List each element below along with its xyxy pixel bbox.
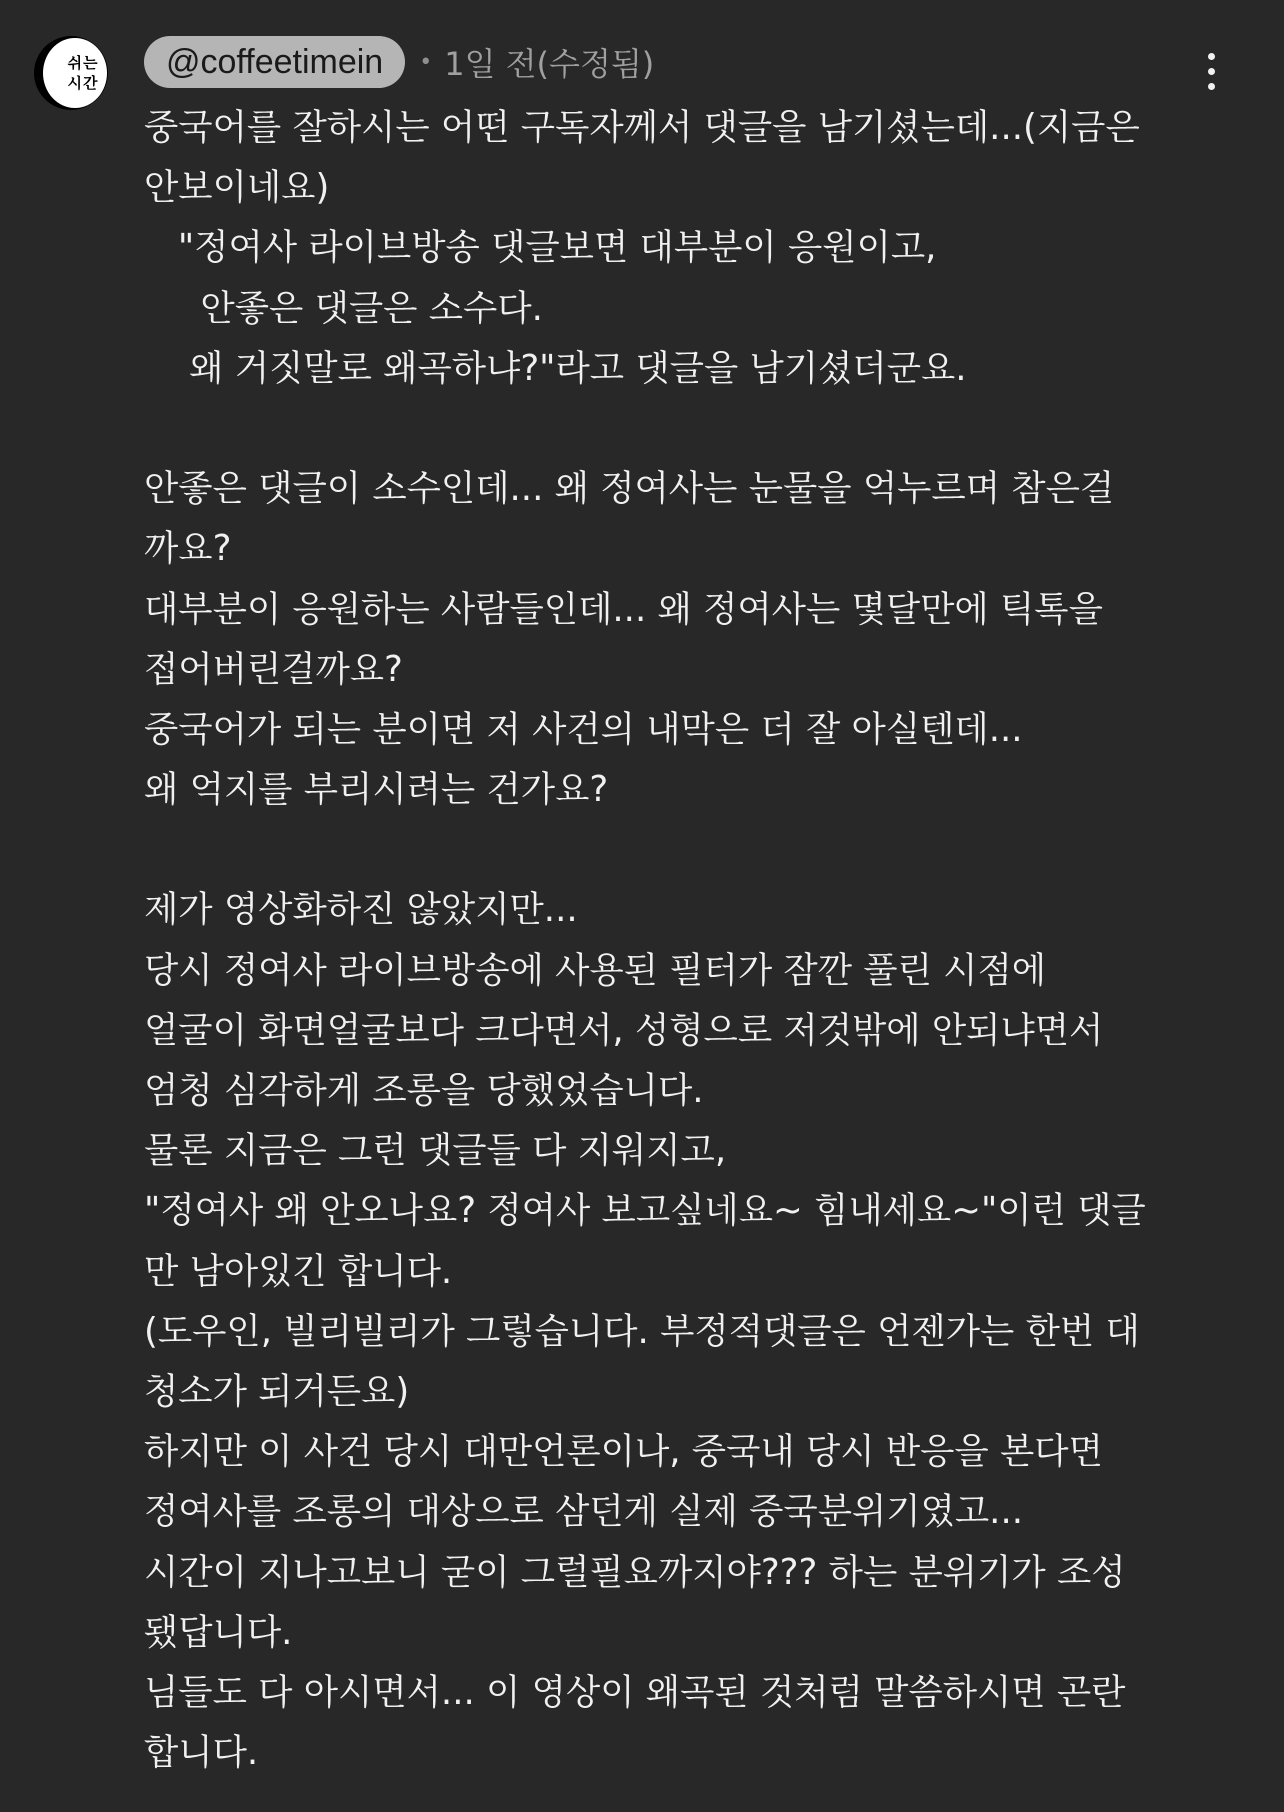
menu-dot [1208, 83, 1215, 90]
comment-line: "정여사 라이브방송 댓글보면 대부분이 응원이고, [144, 227, 937, 269]
comment-line: 청소가 되거든요) [144, 1370, 410, 1412]
more-vert-icon[interactable] [1196, 48, 1226, 96]
comment-line: 안보이네요) [144, 167, 330, 209]
comment-line: 안좋은 댓글이 소수인데... 왜 정여사는 눈물을 억누르며 참은걸 [144, 468, 1115, 510]
comment-line [144, 399, 1204, 459]
comment-line: 하지만 이 사건 당시 대만언론이나, 중국내 당시 반응을 본다면 [144, 1431, 1103, 1473]
meta-separator: • [419, 49, 433, 75]
comment-line: 중국어가 되는 분이면 저 사건의 내막은 더 잘 아실텐데... [144, 708, 1023, 750]
channel-avatar[interactable] [34, 36, 108, 110]
comment-line: (도우인, 빌리빌리가 그렇습니다. 부정적댓글은 언젠가는 한번 대 [144, 1310, 1140, 1352]
comment-line: 접어버린걸까요? [144, 648, 403, 690]
comment-timestamp[interactable]: 1일 전(수정됨) [444, 45, 655, 83]
comment-line: 합니다. [144, 1732, 259, 1774]
comment-line: "정여사 왜 안오나요? 정여사 보고싶네요~ 힘내세요~"이런 댓글 [144, 1190, 1146, 1232]
comment-line [144, 820, 1204, 880]
comment-line: 님들도 다 아시면서... 이 영상이 왜곡된 것처럼 말씀하시면 곤란 [144, 1671, 1126, 1713]
comment-line: 물론 지금은 그런 댓글들 다 지워지고, [144, 1130, 727, 1172]
author-handle[interactable]: @coffeetimein [144, 36, 405, 88]
comment-line: 제가 영상화하진 않았지만... [144, 889, 578, 931]
avatar-text-line-2: 시간 [67, 74, 99, 92]
comment-line: 시간이 지나고보니 굳이 그럴필요까지야??? 하는 분위기가 조성 [144, 1551, 1126, 1593]
comment-line: 됐답니다. [144, 1611, 293, 1653]
comment-line: 대부분이 응원하는 사람들인데... 왜 정여사는 몇달만에 틱톡을 [144, 588, 1103, 630]
comment-line: 만 남아있긴 합니다. [144, 1250, 453, 1292]
avatar-background [43, 38, 107, 108]
comment-line: 엄청 심각하게 조롱을 당했었습니다. [144, 1070, 704, 1111]
menu-dot [1208, 53, 1215, 60]
comment-line: 왜 억지를 부리시려는 건가요? [144, 769, 609, 811]
comment-line: 까요? [144, 528, 232, 570]
comment-header [144, 36, 654, 88]
comment-text [144, 98, 1204, 1783]
comment-line: 왜 거짓말로 왜곡하냐?"라고 댓글을 남기셨더군요. [144, 347, 967, 389]
avatar-text-line-1: 쉬는 [67, 54, 99, 72]
menu-dot [1208, 68, 1215, 75]
comment-line: 당시 정여사 라이브방송에 사용된 필터가 잠깐 풀린 시점에 [144, 949, 1047, 991]
comment-line: 얼굴이 화면얼굴보다 크다면서, 성형으로 저것밖에 안되냐면서 [144, 1009, 1104, 1051]
comment-line: 중국어를 잘하시는 어떤 구독자께서 댓글을 남기셨는데...(지금은 [144, 107, 1140, 148]
comment-line: 정여사를 조롱의 대상으로 삼던게 실제 중국분위기였고... [144, 1491, 1024, 1533]
comment-line: 안좋은 댓글은 소수다. [144, 287, 543, 329]
